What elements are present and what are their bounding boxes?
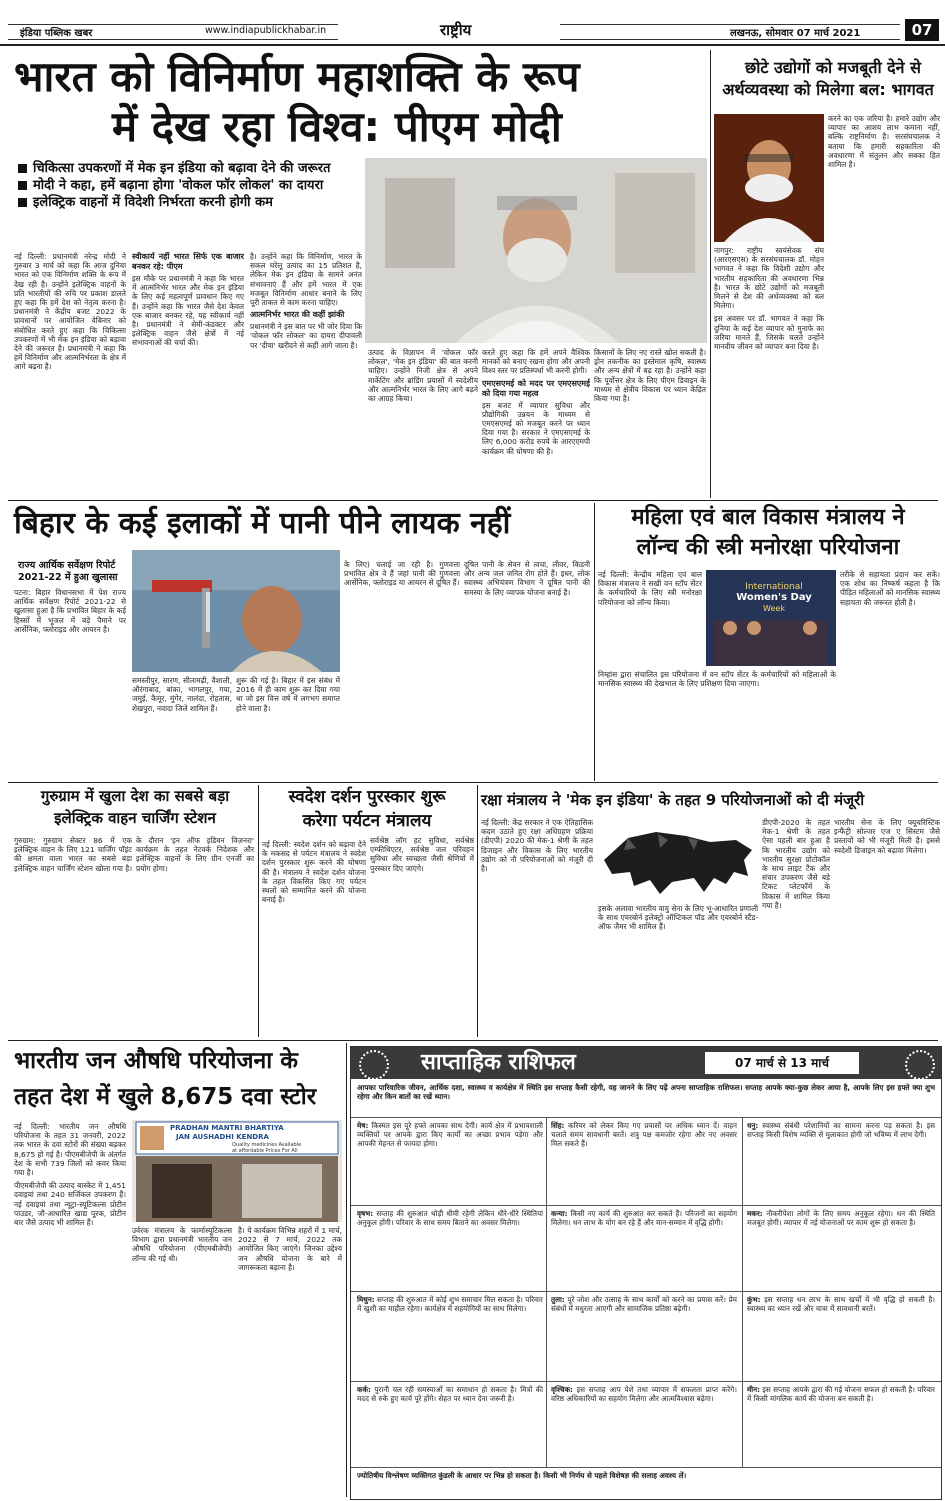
main-col-4: उत्पाद के विज्ञापन में 'वोकल फॉर लोकल', 'मेक इन इंडिया' की बात करनी चाहिए। उन्होंने निजी क्षेत्र से अपने मार्केटिंग और ब्रांडिंग प्रयासों में स्वदेशीय और आत्मनिर्भर भारत के लिए आगे बढ़ने का आग्रह किया।: [368, 348, 478, 404]
aushadhi-photo: [132, 1120, 342, 1222]
lion-icon: [598, 820, 758, 900]
horizontal-divider: [8, 500, 938, 501]
rashi-dhanu: [747, 1121, 935, 1201]
bullet-text: चिकित्सा उपकरणों में मेक इन इंडिया को बढ़ावा देने की जरूरत: [33, 161, 331, 176]
bhagwat-text-c: इस अवसर पर डॉ. भागवत ने कहा कि दुनिया के कई देश व्यापार को मुनाफे का जरिया मानते हैं, जिसके चलते उन्होंने मानवीय जीवन को व्यापार बना दिया है।: [714, 314, 824, 352]
bhagwat-headline-line1: छोटे उद्योगों को मजबूती देने से: [745, 58, 921, 77]
rashi-name: मिथुन:: [357, 1295, 375, 1304]
women-col-2: निम्हांस द्वारा संचालित इस परियोजना में वन स्टॉप सेंटर के कर्मचारियों को महिलाओं के मानसिक स्वास्थ्य की देखभाल के लिए प्रशिक्षण दिया जाएगा।: [598, 670, 836, 689]
main-col-5-text-b: इस बजट में व्यापार सुविधा और प्रौद्योगिकी उन्नयन के माध्यम से एमएसएमई को मजबूत करने पर ध्यान दिया गया है। सरकार ने एमएसएमई के लिए 6,000 करोड़ रुपये के आरएएमपी कार्यक्रम की घोषणा की है।: [482, 400, 590, 456]
rashi-name: वृश्चिक:: [551, 1385, 573, 1394]
vertical-divider: [710, 50, 711, 498]
bhagwat-photo: [714, 114, 824, 242]
main-headline-line1: भारत को विनिर्माण महाशक्ति के रूप: [14, 52, 580, 101]
rashi-text: सप्ताह की शुरुआत में कोई शुभ समाचार मिल सकता है। परिवार में खुशी का माहौल रहेगा। कार्यक्षेत्र में सहयोगियों का साथ मिलेगा।: [357, 1295, 543, 1313]
store-sign-line1: PRADHAN MANTRI BHARTIYA: [170, 1124, 284, 1132]
rashi-text: नौकरीपेशा लोगों के लिए समय अनुकूल रहेगा। धन की स्थिति मजबूत होगी। व्यापार में नई योजनाओं पर काम शुरू हो सकता है।: [747, 1209, 935, 1227]
bihar-col-2: समस्तीपुर, सारण, सीतामढ़ी, वैशाली, औरंगाबाद, बांका, भागलपुर, गया, जमुई, कैमूर, मुंगेर, नालंदा, रोहतास, शेखपुरा, नवादा जिले शामिल हैं।: [132, 676, 232, 713]
main-bullets: [18, 160, 368, 211]
rashifal-row-divider: [351, 1291, 941, 1292]
rashifal-row-divider: [351, 1381, 941, 1382]
rashifal-row-divider: [351, 1205, 941, 1206]
bihar-col-4: के लिए) चलाई जा रही है। गुणवत्ता प्रभावित क्षेत्र वे हैं जहां पानी की गुणवत्ता आर्सेनिक, फ्लोराइड या आयरन से दूषित हैं।: [344, 560, 460, 588]
store-sign-line4: at affordable Prices For All: [232, 1148, 298, 1154]
zodiac-wheel-icon: [905, 1050, 935, 1080]
paper-name: इंडिया पब्लिक खबर: [20, 28, 93, 39]
swadesh-headline-line2: करेगा पर्यटन मंत्रालय: [302, 811, 432, 831]
modi-photo-art: [365, 158, 707, 343]
main-col-1: नई दिल्ली: प्रधानमंत्री नरेन्द्र मोदी ने गुरुवार 3 मार्च को कहा कि आज दुनिया भारत को एक विनिर्माण शक्ति के रूप में देख रही है। उन्होंने इलेक्ट्रिक वाहनों के प्रति भारतीयों की रुचि पर प्रकाश डालते हुए कहा कि हमें देश को नेतृत्व करना है। प्रधानमंत्री ने केंद्रीय बजट 2022 के प्रावधानों पर आयोजित वेबिनार को संबोधित करते हुए कहा कि चिकित्सा उपकरणों में भी मेक इन इंडिया को बढ़ावा देने की जरूरत है। प्रधानमंत्री ने कहा कि हमें विनिर्माण और आत्मनिर्भरता के क्षेत्र में आगे बढ़ना है।: [14, 252, 126, 372]
main-col-3-subhead: आत्मनिर्भर भारत की कहीं झांकी: [250, 310, 345, 320]
rashifal-box: [350, 1046, 942, 1500]
rashi-vrishchik: [551, 1385, 737, 1465]
main-col-5-text: करते हुए कहा कि हमें अपने वैश्विक मानकों को बनाए रखना होगा और अपनी विश्व स्तर पर प्रतिस्पर्धा भी करनी होगी।: [482, 348, 590, 376]
rashifal-column-divider: [742, 1117, 743, 1467]
rashi-name: मीन:: [747, 1385, 761, 1394]
defence-col-3: डीएपी-2020 के तहत मेक-1 श्रेणी के तहत ऐसा पहली बार हुआ है कि भारतीय उद्योग को भारतीय सुरक्षा प्रोटोकॉल के साथ लाइट टैंक और संचार उपकरण जैसे बड़े टिकट प्लेटफॉर्म के विकास में शामिल किया गया है।: [762, 818, 830, 910]
section-name: राष्ट्रीय: [440, 21, 472, 39]
aushadhi-headline-line2: तहत देश में खुले 8,675 दवा स्टोर: [14, 1084, 317, 1110]
rashi-makar: [747, 1209, 935, 1287]
rashi-tula: [551, 1295, 737, 1377]
modi-photo: [365, 158, 707, 343]
bihar-subhead: राज्य आर्थिक सर्वेक्षण रिपोर्ट 2021-22 में हुआ खुलासा: [18, 560, 118, 583]
swadesh-headline-line1: स्वदेश दर्शन पुरस्कार शुरू: [288, 787, 446, 807]
aushadhi-col-2: उर्वरक मंत्रालय के फार्मास्यूटिकल्स विभाग द्वारा प्रधानमंत्री भारतीय जन औषधि परियोजना (पीएमबीजेपी) लॉन्च की गई थी।: [132, 1226, 232, 1263]
vertical-divider: [477, 785, 478, 1037]
rashi-name: धनु:: [747, 1121, 759, 1130]
rashi-mithun: [357, 1295, 543, 1377]
rashi-name: सिंह:: [551, 1121, 565, 1130]
page-number: 07: [905, 19, 939, 41]
store-sign-line2: JAN AUSHADHI KENDRA: [176, 1133, 269, 1141]
gurugram-col-2: के दौरान 'इन ऑफ इडियन विज़नरा' कार्यक्रम के तहत नेटवर्क निदेशक और इलेक्ट्रिक वाहनों के लिए ग्रीन एनर्जी का प्रयोग होगा।: [136, 836, 254, 873]
rashi-name: कन्या:: [551, 1209, 568, 1218]
gurugram-col-1: गुरुग्राम: गुरुग्राम सेक्टर 86 में एक इलेक्ट्रिक वाहन के लिए 121 चार्जिंग पॉइंट की क्षमता वाला भारत का सबसे बड़ा इलेक्ट्रिक वाहन चार्जिंग स्टेशन खोला गया है।: [14, 836, 132, 873]
bullet-item: [18, 177, 368, 194]
aushadhi-text-2: पीएमबीजेपी की उत्पाद बास्केट में 1,451 दवाइयां तथा 240 सर्जिकल उपकरण हैं। नई दवाइयां तथा न्यूट्रा-स्यूटिकल्स प्रोटीन पाउडर, जौ-आधारित खाद्य पूरक, प्रोटीन बार जैसे उत्पाद भी शामिल हैं।: [14, 1181, 126, 1228]
main-col-2-subhead: स्वीकार्य नहीं भारत सिर्फ एक बाजार बनकर रहे: पीएम: [132, 252, 244, 271]
rashi-vrishabh: [357, 1209, 543, 1287]
gurugram-headline-line2: इलेक्ट्रिक वाहन चार्जिंग स्टेशन: [54, 809, 216, 827]
rashi-text: इस सप्ताह आप पेशे तथा व्यापार में सफलता प्राप्त करेंगे। वरिष्ठ अधिकारियों का सहयोग मिलेगा और आत्मविश्वास बढ़ेगा।: [551, 1385, 737, 1403]
rashi-name: कुंभ:: [747, 1295, 761, 1304]
bullet-item: [18, 194, 368, 211]
rashi-name: तुला:: [551, 1295, 565, 1304]
main-col-3-text: है। उन्होंने कहा कि विनिर्माण, भारत के सकल घरेलू उत्पाद का 15 प्रतिशत है, लेकिन मेक इन इंडिया के सामने अनंत संभावनाएं हैं और हमें भारत में एक मजबूत विनिर्माण आधार बनाने के लिए पूरी ताकत से काम करना चाहिए।: [250, 252, 362, 308]
rashifal-intro: आपका पारिवारिक जीवन, आर्थिक दशा, स्वास्थ्य व कार्यक्षेत्र में स्थिति इस सप्ताह कैसी रहेगी, यह जानने के लिए पढ़ें अपना साप्ताहिक राशिफल। सप्ताह आपके क्या-कुछ लेकर आया है, आपके लिए इस हफ्ते क्या शुभ रहेगा और किन बातों का रखें ध्यान।: [357, 1083, 935, 1101]
bihar-photo: [132, 550, 340, 672]
swadesh-col-2: सर्वश्रेष्ठ लॉग हट सुविधा, सर्वश्रेष्ठ एम्फीथिएटर, सर्वश्रेष्ठ जल परिवहन सुविधा और स्वच्छता जैसी श्रेणियों में पुरस्कार दिए जाएंगे।: [370, 836, 474, 873]
bhagwat-col-a: [714, 246, 824, 498]
bihar-col-3: शुरू की गई है। बिहार में इस संबंध में 2016 में ही काम शुरू कर दिया गया था जो इस वित्त वर्ष में लगभग समाप्त होने वाला है।: [236, 676, 340, 713]
bhagwat-photo-art: [714, 114, 824, 242]
bullet-text: मोदी ने कहा, हमें बढ़ाना होगा 'वोकल फॉर लोकल' का दायरा: [33, 178, 324, 193]
defence-col-1: नई दिल्ली: केंद्र सरकार ने एक ऐतिहासिक कदम उठाते हुए रक्षा अधिग्रहण प्रक्रिया (डीएपी) 2020 की मेक-1 श्रेणी के तहत डिजाइन और विकास के लिए भारतीय उद्योग को नौ परियोजनाओं को मंजूरी दी है।: [481, 818, 593, 874]
rashifal-row-divider: [351, 1117, 941, 1118]
defence-headline: रक्षा मंत्रालय ने 'मेक इन इंडिया' के तहत 9 परियोजनाओं को दी मंजूरी: [481, 791, 865, 809]
swadesh-col-1: नई दिल्ली: स्वदेश दर्शन को बढ़ावा देने के मकसद से पर्यटन मंत्रालय ने स्वदेश दर्शन पुरस्कार शुरू करने की घोषणा की है। मंत्रालय ने स्वदेश दर्शन योजना के तहत विकसित किए गए पर्यटन स्थलों को सम्मानित करने की योजना बनाई है।: [262, 840, 366, 905]
rashifal-row-divider: [351, 1467, 941, 1468]
main-col-6: किसानों के लिए नए रास्ते खोल सकती है। ड्रोन तकनीक का इस्तेमाल कृषि, स्वास्थ्य और अन्य क्षेत्रों में बढ़ रहा है। उन्होंने कहा कि पूर्वोत्तर क्षेत्र के लिए पीएम डिवाइन के माध्यम से क्षेत्रीय विकास पर ध्यान केंद्रित किया गया है।: [594, 348, 706, 404]
rashi-text: स्वास्थ्य संबंधी परेशानियों का सामना करना पड़ सकता है। इस सप्ताह किसी विशेष व्यक्ति से मुलाकात होगी जो भविष्य में लाभ देगी।: [747, 1121, 935, 1139]
paper-url[interactable]: www.indiapublickhabar.in: [205, 25, 327, 36]
women-banner-3: Week: [763, 604, 785, 613]
rashi-text: करियर को लेकर किए गए प्रयासों पर अधिक ध्यान दें। वाहन चलाते समय सावधानी बरतें। शत्रु पक्ष कमजोर रहेगा और नए अवसर मिल सकते हैं।: [551, 1121, 737, 1148]
rashi-name: कर्क:: [357, 1385, 371, 1394]
dateline: लखनऊ, सोमवार 07 मार्च 2021: [730, 28, 861, 39]
rashifal-footer: ज्योतिषीय विश्लेषण व्यक्तिगत कुंडली के आधार पर भिन्न हो सकता है। किसी भी निर्णय से पहले विशेषज्ञ की सलाह अवश्य लें।: [357, 1471, 687, 1480]
bihar-headline: बिहार के कई इलाकों में पानी पीने लायक नहीं: [14, 506, 511, 541]
rashi-kumbh: [747, 1295, 935, 1377]
store-sign-line3: Quality medicines Available: [232, 1142, 302, 1148]
aushadhi-headline-line1: भारतीय जन औषधि परियोजना के: [14, 1048, 298, 1074]
main-col-5: [482, 348, 590, 498]
vertical-divider: [594, 503, 595, 781]
bhagwat-text-a: नागपुर: राष्ट्रीय स्वयंसेवक संघ (आरएसएस) के सरसंघचालक डॉ. मोहन भागवत ने कहा कि विदेशी उद्योग और भारतीय सहकारिता की अवधारणा भिन्न है। भारत के छोटे उद्योगों को मजबूती मिलने से देश की अर्थव्यवस्था को बल मिलेगा।: [714, 246, 824, 311]
women-banner-1: International: [745, 582, 803, 592]
vertical-divider: [258, 785, 259, 1037]
bihar-col-1: पटना: बिहार विधानसभा में पेश राज्य आर्थिक सर्वेक्षण रिपोर्ट 2021-22 से खुलासा हुआ है कि प्रभावित बिहार के कई हिस्सों में भूजल में बड़े पैमाने पर आर्सेनिक, फ्लोराइड और आयरन है।: [14, 588, 126, 634]
make-in-india-lion: [598, 820, 758, 900]
women-headline-line1: महिला एवं बाल विकास मंत्रालय ने: [631, 505, 905, 530]
defence-col-2: इसके अलावा भारतीय वायु सेना के लिए भू-आधारित प्रणाली के साथ एयरबोर्न इलेक्ट्रो ऑप्टिकल पॉड और एयरबोर्न स्टैंड-ऑफ जैमर भी शामिल हैं।: [598, 904, 758, 932]
rashi-meen: [747, 1385, 935, 1465]
rashi-text: पुरानी चल रही समस्याओं का समाधान हो सकता है। मित्रों की मदद से रुके हुए कार्य पूरे होंगे। सेहत पर ध्यान देना जरूरी है।: [357, 1385, 543, 1403]
rashifal-column-divider: [546, 1117, 547, 1467]
rashi-mesh: [357, 1121, 543, 1201]
main-col-3-text-b: प्रधानमंत्री ने इस बात पर भी जोर दिया कि 'वोकल फॉर लोकल' का दायरा दीपावली पर 'दीया' खरीदने से कहीं आगे जाता है।: [250, 322, 362, 350]
rashi-singh: [551, 1121, 737, 1201]
rashi-name: वृषभ:: [357, 1209, 374, 1218]
defence-col-4: भारतीय सेना के लिए फ्यूचरिस्टिक इन्फैंट्री सोल्जर एज ए सिस्टम जैसे प्रस्तावों को भी मंजूरी मिली है। इससे स्वदेशी डिजाइन को बढ़ावा मिलेगा।: [834, 818, 940, 855]
rashi-kark: [357, 1385, 543, 1465]
rashi-name: मकर:: [747, 1209, 763, 1218]
main-headline-line2: में देख रहा विश्व: पीएम मोदी: [112, 102, 562, 151]
bhagwat-col-b: करने का एक जरिया है। हमारे उद्योग और व्यापार का आशय लाभ कमाना नहीं, बल्कि राष्ट्रनिर्माण है। सरसंघचालक ने बताया कि हमारी सहकारिता की अवधारणा में संतुलन और सबका हित शामिल है।: [828, 114, 940, 170]
rashifal-title: साप्ताहिक राशिफल: [421, 1050, 576, 1075]
rashi-text: किसी नए कार्य की शुरुआत कर सकते हैं। परिजनों का सहयोग मिलेगा। धन लाभ के योग बन रहे हैं और मान-सम्मान में वृद्धि होगी।: [551, 1209, 737, 1227]
rashi-kanya: [551, 1209, 737, 1287]
aushadhi-text-1: नई दिल्ली: भारतीय जन औषधि परियोजना के तहत 31 जनवरी, 2022 तक भारत के दवा स्टोरों की संख्या बढ़कर 8,675 हो गई है। पीएमबीजेपी के अंतर्गत देश के सभी 739 जिलों को कवर किया गया है।: [14, 1122, 126, 1178]
gurugram-headline-line1: गुरुग्राम में खुला देश का सबसे बड़ा: [40, 787, 230, 805]
horizontal-divider: [8, 782, 938, 783]
bihar-photo-art: [132, 550, 340, 672]
main-col-2-text: इस मौके पर प्रधानमंत्री ने कहा कि भारत में आत्मनिर्भर भारत और मेक इन इंडिया के लिए कई महत्वपूर्ण प्रावधान किए गए हैं। उन्होंने कहा कि भारत जैसे देश केवल एक बाजार बनकर रहे, यह स्वीकार्य नहीं है। प्रधानमंत्री ने सेमी-कंडक्टर और इलेक्ट्रिक वाहन जैसे क्षेत्रों में नई संभावनाओं की चर्चा की।: [132, 274, 244, 348]
rashi-text: किस्मत इस पूरे हफ्ते आपका साथ देगी। कार्य क्षेत्र में प्रभावशाली व्यक्तियों पर आपके द्वारा किए कार्यों का अच्छा प्रभाव पड़ेगा और आपकी मेहनत से फायदा होगा।: [357, 1121, 543, 1148]
defence-col-1b: [481, 942, 593, 1036]
bhagwat-headline-line2: अर्थव्यवस्था को मिलेगा बल: भागवत: [722, 80, 934, 99]
bihar-col-5: दूषित पानी के सेवन से त्वचा, लीवर, किडनी और अन्य जल जनित रोग होते हैं। इधर, लोक स्वास्थ्य अभियंत्रण विभाग ने दूषित पानी की समस्या के लिए व्यापक योजना बनाई है।: [464, 560, 590, 597]
women-banner-2: Women's Day: [736, 592, 812, 603]
rashifal-dates: 07 मार्च से 13 मार्च: [705, 1052, 859, 1074]
main-col-5-subhead: एमएसएमई को मदद पर एमएसएमई को दिया गया महत्व: [482, 378, 590, 398]
rashi-text: पूरे जोश और उत्साह के साथ कार्यों को करने का प्रयास करें। प्रेम संबंधों में मधुरता आएगी और सामाजिक प्रतिष्ठा बढ़ेगी।: [551, 1295, 737, 1313]
rashi-text: सप्ताह की शुरुआत थोड़ी धीमी रहेगी लेकिन धीरे-धीरे स्थितियां अनुकूल होंगी। परिवार के साथ समय बिताने का अवसर मिलेगा।: [357, 1209, 543, 1227]
zodiac-wheel-icon: [359, 1050, 389, 1080]
bullet-item: [18, 160, 368, 177]
aushadhi-col-3: है। ये कार्यक्रम विभिन्न शहरों में 1 मार्च, 2022 से 7 मार्च, 2022 तक आयोजित किए जाएंगे। जिनका उद्देश्य जन औषधि योजना के बारे में जागरूकता बढ़ाना है।: [238, 1226, 342, 1272]
women-photo: [706, 570, 836, 666]
women-col-3: तरीके से सहायता प्रदान कर सकें। एक शोध का निष्कर्ष कहता है कि पीड़ित महिलाओं को मानसिक स्वास्थ्य सहायता की जरूरत होती है।: [840, 570, 940, 607]
rashi-name: मेष:: [357, 1121, 369, 1130]
aushadhi-col-1: [14, 1122, 126, 1492]
women-col-1: नई दिल्ली: केन्द्रीय महिला एवं बाल विकास मंत्रालय ने सखी वन स्टॉप सेंटर के कर्मचारियों के लिए स्त्री मनोरक्षा परियोजना को लॉन्च किया।: [598, 570, 702, 607]
rashi-text: इस सप्ताह आपके द्वारा की गई योजना सफल हो सकती है। परिवार में किसी मांगलिक कार्य की योजना बन सकती है।: [747, 1385, 935, 1403]
women-headline-line2: लॉन्च की स्त्री मनोरक्षा परियोजना: [636, 535, 900, 560]
horizontal-divider: [8, 1040, 938, 1041]
bullet-text: इलेक्ट्रिक वाहनों में विदेशी निर्भरता करनी होगी कम: [33, 195, 273, 210]
vertical-divider: [346, 1043, 347, 1497]
rashi-text: इस सप्ताह धन लाभ के साथ खर्चों में भी वृद्धि हो सकती है। स्वास्थ्य का ध्यान रखें और यात्रा में सावधानी बरतें।: [747, 1295, 935, 1313]
masthead: [0, 0, 945, 46]
